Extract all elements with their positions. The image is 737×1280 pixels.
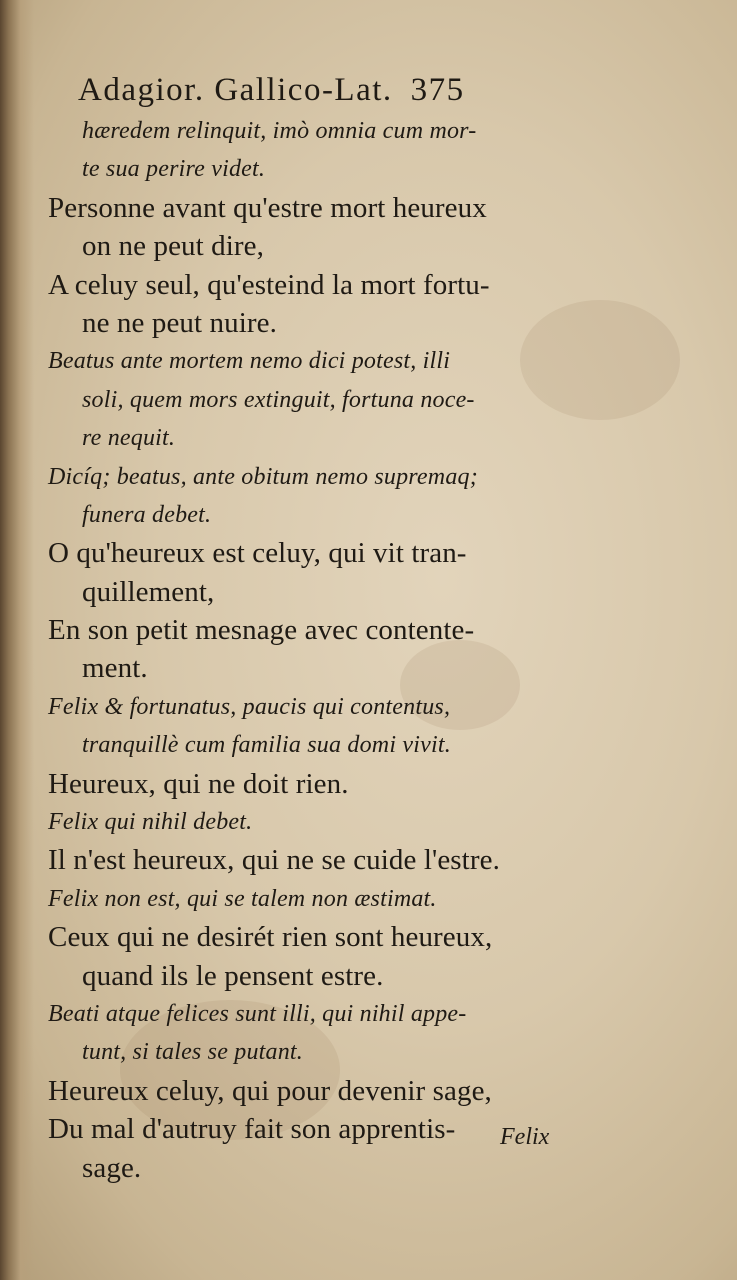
french-text-line: Du mal d'autruy fait son apprentis- [48,1113,456,1146]
binding-edge [0,0,34,1280]
french-text-line: quillement, [82,575,215,608]
french-text-line: O qu'heureux est celuy, qui vit tran- [48,537,467,570]
latin-text-line: Dicíq; beatus, ante obitum nemo supremaq; [48,463,478,490]
french-text-line: Heureux, qui ne doit rien. [48,767,349,800]
latin-text-line: tunt, si tales se putant. [82,1039,303,1066]
french-text-line: sage. [82,1151,142,1184]
french-text-line: En son petit mesnage avec contente- [48,614,475,647]
french-text-line: ne ne peut nuire. [82,306,277,339]
latin-text-line: re nequit. [82,425,176,452]
french-text-line: ment. [82,652,148,685]
latin-text-line: soli, quem mors extinguit, fortuna noce- [82,386,475,413]
latin-text-line: te sua perire videt. [82,156,266,183]
french-text-line: quand ils le pensent estre. [82,959,384,992]
latin-text-line: hæredem relinquit, imò omnia cum mor- [82,118,477,144]
page-number: 375 [410,72,465,108]
french-text-line: Ceux qui ne desirét rien sont heureux, [48,921,493,954]
text-body [48,112,688,1187]
running-head-title: Adagior. Gallico-Lat. [78,72,393,108]
french-text-line: Il n'est heureux, qui ne se cuide l'estre. [48,844,500,877]
french-text-line: Heureux celuy, qui pour devenir sage, [48,1074,492,1107]
latin-text-line: Beatus ante mortem nemo dici potest, illi [48,348,451,375]
french-text-line: A celuy seul, qu'esteind la mort fortu- [48,268,490,301]
latin-text-line: Beati atque felices sunt illi, qui nihil appe- [48,1000,467,1027]
french-text-line: Personne avant qu'estre mort heureux [48,191,487,224]
latin-text-line: Felix & fortunatus, paucis qui contentus, [48,693,451,720]
latin-text-line: Felix non est, qui se talem non æstimat. [48,885,437,912]
running-head [78,72,465,109]
latin-text-line: tranquillè cum familia sua domi vivit. [82,732,451,759]
latin-text-line: Felix qui nihil debet. [48,809,253,836]
latin-text-line: funera debet. [82,501,212,528]
french-text-line: on ne peut dire, [82,230,264,263]
catchword: Felix [500,1124,550,1150]
